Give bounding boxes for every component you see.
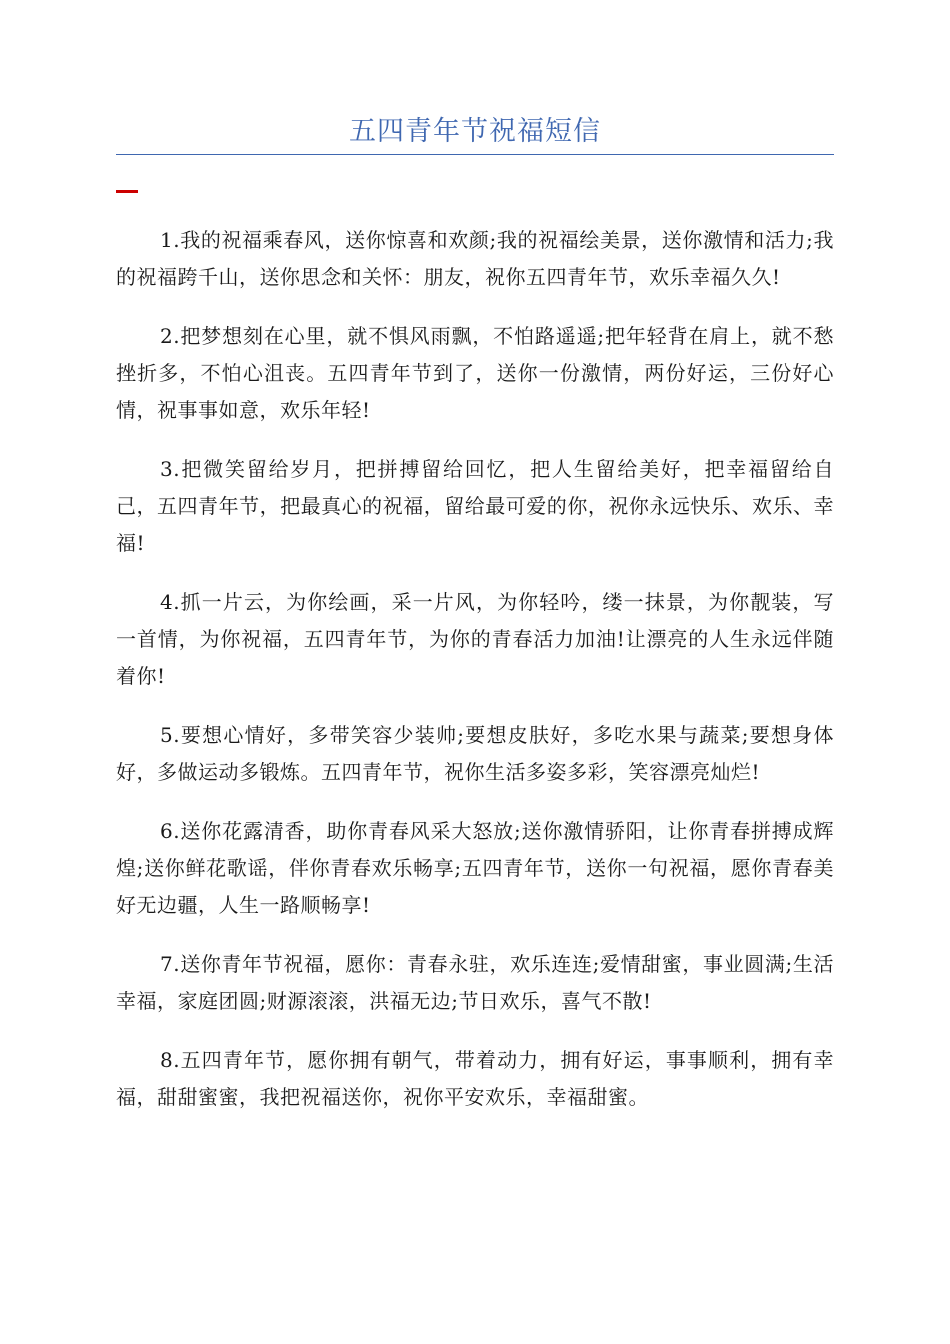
section-marker — [116, 190, 138, 193]
paragraph-8: 8.五四青年节，愿你拥有朝气，带着动力，拥有好运，事事顺利，拥有幸福，甜甜蜜蜜，我把祝福送你，祝你平安欢乐，幸福甜蜜。 — [116, 1048, 834, 1109]
paragraph-7: 7.送你青年节祝福，愿你：青春永驻，欢乐连连;爱情甜蜜，事业圆满;生活幸福，家庭团圆;财源滚滚，洪福无边;节日欢乐，喜气不散! — [116, 952, 834, 1013]
paragraph-6: 6.送你花露清香，助你青春风采大怒放;送你激情骄阳，让你青春拼搏成辉煌;送你鲜花歌谣，伴你青春欢乐畅享;五四青年节，送你一句祝福，愿你青春美好无边疆，人生一路顺畅享! — [116, 819, 834, 917]
page-title: 五四青年节祝福短信 — [349, 116, 601, 147]
paragraph-5: 5.要想心情好，多带笑容少装帅;要想皮肤好，多吃水果与蔬菜;要想身体好，多做运动多锻炼。五四青年节，祝你生活多姿多彩，笑容漂亮灿烂! — [116, 723, 834, 784]
paragraph-3: 3.把微笑留给岁月，把拼搏留给回忆，把人生留给美好，把幸福留给自己，五四青年节，把最真心的祝福，留给最可爱的你，祝你永远快乐、欢乐、幸福! — [116, 457, 834, 555]
title-divider — [116, 154, 834, 155]
body-content — [116, 222, 834, 1138]
paragraph-1: 1.我的祝福乘春风，送你惊喜和欢颜;我的祝福绘美景，送你激情和活力;我的祝福跨千山，送你思念和关怀：朋友，祝你五四青年节，欢乐幸福久久! — [116, 228, 834, 289]
paragraph-2: 2.把梦想刻在心里，就不惧风雨飘，不怕路遥遥;把年轻背在肩上，就不愁挫折多，不怕心沮丧。五四青年节到了，送你一份激情，两份好运，三份好心情，祝事事如意，欢乐年轻! — [116, 324, 834, 422]
paragraph-4: 4.抓一片云，为你绘画，采一片风，为你轻吟，缕一抹景，为你靓装，写一首情，为你祝福，五四青年节，为你的青春活力加油!让漂亮的人生永远伴随着你! — [116, 590, 834, 688]
